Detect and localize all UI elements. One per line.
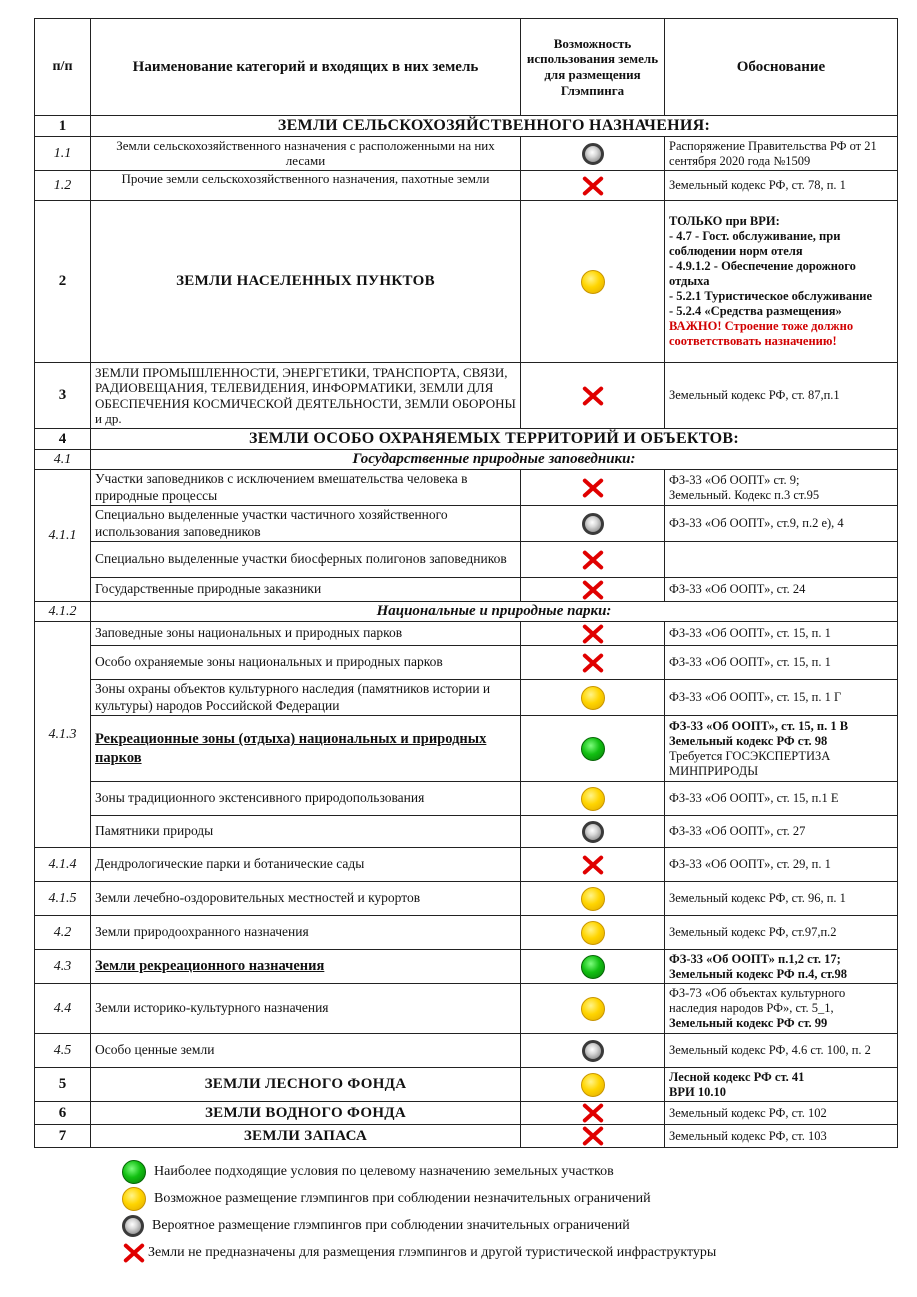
row-num: 4.2 [35,916,91,950]
row-name: Земли лечебно-оздоровительных местностей и курортов [91,882,521,916]
table-row [35,470,898,506]
land-categories-table [34,18,898,1148]
grey-dot-icon [582,143,604,165]
basis-line: Требуется ГОСЭКСПЕРТИЗА МИНПРИРОДЫ [669,748,831,778]
row-name: ЗЕМЛИ НАСЕЛЕННЫХ ПУНКТОВ [91,201,521,363]
row-num: 4.1 [35,450,91,470]
section-title: ЗЕМЛИ СЕЛЬСКОХОЗЯЙСТВЕННОГО НАЗНАЧЕНИЯ: [91,116,898,137]
row-name: Особо ценные земли [91,1034,521,1068]
row-name: ЗЕМЛИ ЛЕСНОГО ФОНДА [91,1068,521,1102]
row-num: 4.1.3 [35,622,91,848]
row-basis [665,470,898,506]
legend-label: Вероятное размещение глэмпингов при соблюдении значительных ограничений [152,1217,630,1233]
basis-line: Земельный. Кодекс п.3 ст.95 [669,487,820,502]
legend-label: Возможное размещение глэмпингов при соблюдении незначительных ограничений [154,1190,651,1206]
row-num: 4.4 [35,984,91,1034]
row-basis: Земельный кодекс РФ, ст. 78, п. 1 [665,171,898,201]
yellow-dot-icon [581,686,605,710]
row-num: 7 [35,1125,91,1148]
row-name: Участки заповедников с исключением вмешательства человека в природные процессы [91,470,521,506]
table-row [35,680,898,716]
basis-line: - 4.7 - Гост. обслуживание, при соблюдении норм отеля [669,229,841,258]
row-name: Особо охраняемые зоны национальных и природных парков [91,646,521,680]
table-row [35,578,898,602]
legend-item-green [122,1158,822,1185]
row-basis [665,716,898,782]
grey-dot-icon [582,1040,604,1062]
red-cross-icon [581,477,605,499]
legend-item-red [122,1239,822,1266]
grey-dot-icon [122,1215,144,1237]
green-dot-icon [122,1160,146,1184]
row-basis: ФЗ-33 «Об ООПТ», ст. 27 [665,816,898,848]
row-basis [665,950,898,984]
row-num: 4.5 [35,1034,91,1068]
red-cross-icon [581,579,605,601]
header-num: п/п [35,19,91,116]
row-num: 4.1.4 [35,848,91,882]
row-basis: Распоряжение Правительства РФ от 21 сентября 2020 года №1509 [665,137,898,171]
row-num: 5 [35,1068,91,1102]
table-row [35,916,898,950]
yellow-dot-icon [581,997,605,1021]
section-row [35,116,898,137]
red-cross-icon [581,175,605,197]
table-row [35,816,898,848]
red-cross-icon [581,652,605,674]
grey-dot-icon [582,821,604,843]
row-basis [665,1068,898,1102]
header-basis: Обоснование [665,19,898,116]
yellow-dot-icon [581,270,605,294]
legend [122,1158,822,1266]
table-row [35,848,898,882]
basis-line: - 5.2.1 Туристическое обслуживание [669,289,873,303]
basis-line: - 4.9.1.2 - Обеспечение дорожного отдыха [669,259,856,288]
row-name: ЗЕМЛИ ВОДНОГО ФОНДА [91,1102,521,1125]
row-basis: Земельный кодекс РФ, ст. 103 [665,1125,898,1148]
red-cross-icon [122,1242,146,1264]
grey-dot-icon [582,513,604,535]
legend-label: Наиболее подходящие условия по целевому назначению земельных участков [154,1163,614,1179]
yellow-dot-icon [122,1187,146,1211]
row-num: 4.3 [35,950,91,984]
basis-line: ФЗ-33 «Об ООПТ» ст. 9; [669,472,800,487]
green-dot-icon [581,737,605,761]
row-basis [665,984,898,1034]
legend-item-yellow [122,1185,822,1212]
row-basis: Земельный кодекс РФ, ст. 96, п. 1 [665,882,898,916]
row-num: 2 [35,201,91,363]
row-name: Зоны традиционного экстенсивного природопользования [91,782,521,816]
table-row [35,506,898,542]
row-name: Земли историко-культурного назначения [91,984,521,1034]
row-num: 4.1.1 [35,470,91,602]
basis-line: Земельный кодекс РФ ст. 99 [669,1016,828,1030]
row-name: Прочие земли сельскохозяйственного назначения, пахотные земли [91,171,521,201]
row-basis: Земельный кодекс РФ, ст. 87,п.1 [665,363,898,429]
row-name: ЗЕМЛИ ЗАПАСА [91,1125,521,1148]
row-basis: ФЗ-33 «Об ООПТ», ст. 15, п. 1 Г [665,680,898,716]
row-num: 3 [35,363,91,429]
row-basis: ФЗ-33 «Об ООПТ», ст. 24 [665,578,898,602]
basis-line: ВРИ 10.10 [669,1084,726,1099]
table-row [35,716,898,782]
yellow-dot-icon [581,921,605,945]
row-basis: ФЗ-33 «Об ООПТ», ст. 15, п. 1 [665,622,898,646]
basis-line: ТОЛЬКО при ВРИ: [669,214,780,228]
table-row [35,1034,898,1068]
section-row [35,429,898,450]
basis-line: Земельный кодекс РФ п.4, ст.98 [669,966,847,981]
red-cross-icon [581,385,605,407]
document [34,18,897,1148]
green-dot-icon [581,955,605,979]
row-name: Земли природоохранного назначения [91,916,521,950]
red-cross-icon [581,854,605,876]
row-basis [665,201,898,363]
red-cross-icon [581,549,605,571]
table-row [35,622,898,646]
table-row [35,882,898,916]
table-header [35,19,898,116]
red-cross-icon [581,1125,605,1147]
subsection-title: Государственные природные заповедники: [91,450,898,470]
row-name: Специально выделенные участки частичного хозяйственного использования заповедников [91,506,521,542]
legend-label: Земли не предназначены для размещения глэмпингов и другой туристической инфраструктуры [148,1244,717,1260]
subsection-row [35,450,898,470]
row-basis: Земельный кодекс РФ, ст. 102 [665,1102,898,1125]
table-row [35,1125,898,1148]
row-name: ЗЕМЛИ ПРОМЫШЛЕННОСТИ, ЭНЕРГЕТИКИ, ТРАНСПОРТА, СВЯЗИ, РАДИОВЕЩАНИЯ, ТЕЛЕВИДЕНИЯ, ИНФОРМАТИКИ, ЗЕМЛИ ДЛЯ ОБЕСПЕЧЕНИЯ КОСМИЧЕСКОЙ ДЕЯТЕЛЬНОСТИ, ЗЕМЛИ ОБОРОНЫ и др. [91,363,521,429]
table-row [35,171,898,201]
row-num: 1.1 [35,137,91,171]
row-basis: Земельный кодекс РФ, 4.6 ст. 100, п. 2 [665,1034,898,1068]
legend-item-grey [122,1212,822,1239]
row-name: Земли рекреационного назначения [91,950,521,984]
table-row [35,1068,898,1102]
row-name: Рекреационные зоны (отдыха) национальных и природных парков [91,716,521,782]
row-name: Зоны охраны объектов культурного наследия (памятников истории и культуры) народов Российской Федерации [91,680,521,716]
basis-line: ФЗ-73 «Об объектах культурного наследия народов РФ», ст. 5_1, [669,986,846,1015]
table-row [35,137,898,171]
basis-line: ФЗ-33 «Об ООПТ» п.1,2 ст. 17; [669,951,841,966]
row-basis: Земельный кодекс РФ, ст.97,п.2 [665,916,898,950]
table-row [35,782,898,816]
basis-line: Лесной кодекс РФ ст. 41 [669,1069,805,1084]
row-name: Памятники природы [91,816,521,848]
header-possibility: Возможность использования земель для размещения Глэмпинга [521,19,665,116]
yellow-dot-icon [581,1073,605,1097]
row-basis: ФЗ-33 «Об ООПТ», ст. 15, п. 1 [665,646,898,680]
row-basis: ФЗ-33 «Об ООПТ», ст. 29, п. 1 [665,848,898,882]
subsection-title: Национальные и природные парки: [91,602,898,622]
row-name: Государственные природные заказники [91,578,521,602]
row-name: Специально выделенные участки биосферных полигонов заповедников [91,542,521,578]
important-note: ВАЖНО! Строение тоже должно соответствовать назначению! [669,319,854,348]
basis-line: Земельный кодекс РФ ст. 98 [669,733,828,748]
row-num: 6 [35,1102,91,1125]
basis-line: - 5.2.4 «Средства размещения» [669,304,842,318]
header-name: Наименование категорий и входящих в них земель [91,19,521,116]
table-row [35,201,898,363]
row-basis: ФЗ-33 «Об ООПТ», ст. 15, п.1 Е [665,782,898,816]
red-cross-icon [581,623,605,645]
row-basis: ФЗ-33 «Об ООПТ», ст.9, п.2 е), 4 [665,506,898,542]
row-basis [665,542,898,578]
section-title: ЗЕМЛИ ОСОБО ОХРАНЯЕМЫХ ТЕРРИТОРИЙ И ОБЪЕКТОВ: [91,429,898,450]
yellow-dot-icon [581,887,605,911]
row-num: 4.1.5 [35,882,91,916]
row-num: 4 [35,429,91,450]
table-row [35,950,898,984]
row-name: Заповедные зоны национальных и природных парков [91,622,521,646]
row-num: 4.1.2 [35,602,91,622]
red-cross-icon [581,1102,605,1124]
row-num: 1 [35,116,91,137]
row-num: 1.2 [35,171,91,201]
table-row [35,984,898,1034]
yellow-dot-icon [581,787,605,811]
table-row [35,646,898,680]
subsection-row [35,602,898,622]
table-row [35,1102,898,1125]
table-row [35,363,898,429]
basis-line: ФЗ-33 «Об ООПТ», ст. 15, п. 1 В [669,718,849,733]
row-name: Земли сельскохозяйственного назначения с расположенными на них лесами [91,137,521,171]
table-row [35,542,898,578]
row-name: Дендрологические парки и ботанические сады [91,848,521,882]
